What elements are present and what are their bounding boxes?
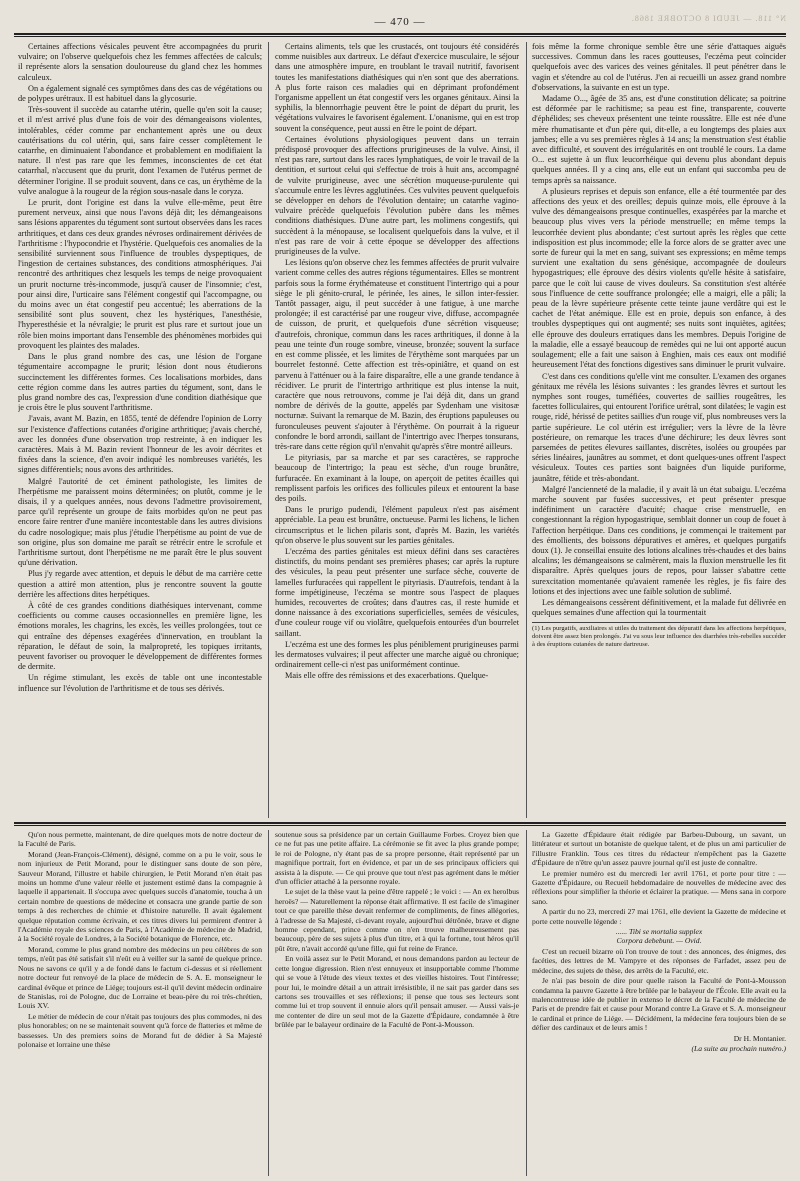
page-header — [14, 14, 786, 34]
paragraph: En voilà assez sur le Petit Morand, et nous demandons pardon au lecteur de cette longue digression. Rien n'est ennuyeux et insupportable comme l'homme qui se voue à l'étude des vieux textes et des vieilles histoires. Tout l'intéresse; pour lui, le moindre détail a un attrait irrésistible, il ne sait pas garder dans ses cartons ses trouvailles et ses réflexions; il pense que tous ses lecteurs sont comme lui et trop souvent il ennuie alors qu'il pensait amuser. — Aussi vais-je me contenter de dire un seul mot de la Gazette d'Épidaure, condamnée à être brûlée par le balayeur ordinaire de la Faculté de Pont-à-Mousson. — [275, 954, 519, 1030]
paragraph: Les démangeaisons cessèrent définitivement, et la malade fut délivrée en quelques semaines d'une affection qui la tourmentait — [532, 597, 786, 618]
paragraph: Un régime stimulant, les excès de table ont une incontestable influence sur l'évolution de l'arthritisme et de tous ses dérivés. — [18, 673, 262, 693]
paragraph: Malgré l'autorité de cet éminent pathologiste, les limites de l'herpétisme me paraissent moins déterminées; on plutôt, comme je le disais, il y a quelques années, nous devons l'admettre provisoirement, parce qu'il représente un groupe de faits morbides qu'on ne peut pas encore faire rentrer d'une manière incontestable dans les autres divisions du cadre nosologique; mais plus j'étudie l'herpétisme au point de vue de son origine, plus son domaine me paraît se rétrécir entre le scrofule et l'arthritisme surtout, dont l'herpétisme ne me paraît être le plus souvent qu'une dérivation. — [18, 476, 262, 568]
header-rule — [14, 33, 786, 35]
article-column-2 — [275, 42, 519, 818]
paragraph: Madame O..., âgée de 35 ans, est d'une constitution délicate; sa poitrine est déformée par le rachitisme; sa peau est fine, transparente, couverte d'éphélides; ses cheveux présentent une teinte roussâtre. Elle est née d'une mère rhumatisante et d'un père qui, dit-elle, a eu longtemps des plaies aux jambes; elle a vu ses premières règles à 14 ans; la menstruation s'est établie avec difficulté, et souvent des irrégularités en ont troublé le cours. La dame O... est sujette à un flux leucorrhéique qui devenu plus abondant depuis quelques années. Il y a cinq ans, elle eut un enfant qui succomba peu de temps après sa naissance. — [532, 94, 786, 185]
paragraph: Mais elle offre des rémissions et des exacerbations. Quelque- — [285, 671, 489, 681]
verse-quotation: ...... Tibi se mortalia supplex Corpora debebunt. — Ovid. — [615, 927, 703, 946]
paragraph: Malgré l'ancienneté de la maladie, il y avait là un état subaigu. L'eczéma marche souvent par fusées successives, et peut présenter presque indéfiniment un caractère d'acuité; chaque crise menstruelle, en congestionnant la région hypogastrique, semblait donner un coup de fouet à l'affection herpétique. Dans ces conditions, je commençai le traitement par des émollients, des boissons dépuratives et amères, et quelques purgatifs doux (1). Je conseillai ensuite des lotions alcalines très-chaudes et des bains alcalins; les démangeaisons se calmèrent, mais la fluxion menstruelle les fit disparaître. Après quelques jours de repos, pour laisser s'abattre cette surexcitation momentanée qu'avaient ramenée les règles, je fis faire des lotions et des injections avec une faible solution de sublimé. — [532, 484, 786, 596]
paragraph: L'eczéma est une des formes les plus péniblement prurigineuses parmi les dermatoses vulvaires; il peut affecter une marche aiguë ou chronique; ordinairement celle-ci n'est pas uniformément continue. — [275, 639, 519, 670]
paragraph: fois même la forme chronique semble être une série d'attaques aiguës successives. Commun dans les races goutteuses, l'eczéma peut coïncider quelquefois avec des varices des veines génitales. Il peut pénétrer dans le vagin et s'étendre au col de l'utérus. J'en ai recueilli un assez grand nombre d'observations, la suivante en est un type. — [532, 42, 786, 92]
column-separator — [268, 42, 269, 818]
column-separator — [268, 830, 269, 1176]
paragraph: C'est un recueil bizarre où l'on trouve de tout : des annonces, des énigmes, des facéties, des lettres de M. Vampyre et des réponses de Farfadet, assez peu de médecine, des sujets de thèse, des arrêts de la Faculté, etc. — [532, 946, 786, 975]
footnote: (1) Les purgatifs, auxiliaires si utiles du traitement des dépuratif dans les affections herpétiques, doivent être assez bien prolongés. J'ai vu sous leur influence des diarrhées très-rebelles succéder à des éruptions cutanées de nature dartreuse. — [532, 622, 786, 649]
paragraph: Qu'on nous permette, maintenant, de dire quelques mots de notre docteur de la Faculté de Paris. — [18, 830, 262, 849]
header-rule-thin — [14, 36, 786, 37]
paragraph: L'eczéma des parties génitales est mieux défini dans ses caractères distinctifs, du moins pendant ses premières phases; car après la rupture des vésicules, la peau peut présenter une surface sèche, couverte de lamelles furfuracées qui rappellent le pityriasis. D'autrefois, tendant à la forme impétigineuse, l'eczéma se montre sous l'aspect de plaques humides, recouvertes de croûtes; dans d'autres cas, il reste humide et donne naissance à des excoriations superficielles, semées de vésicules, d'une couleur rouge vif ou violâtre, quelquefois entourées d'un bourrelet saillant. — [275, 546, 519, 638]
feuilleton-rule — [14, 822, 786, 824]
feuilleton-column-2 — [275, 830, 519, 1176]
paragraph: Certaines affections vésicales peuvent être accompagnées du prurit vulvaire; on l'observe quelquefois chez les femmes affectées de calculs; il représente alors la sensation douloureuse du gland chez les hommes calculeux. — [18, 42, 262, 82]
paragraph: Morand, comme le plus grand nombre des médecins un peu célèbres de son temps, n'eût pas été satisfait s'il n'eût eu à veiller sur la santé de quelque prince. Nous ne savons ce qu'il y a de fondé dans le factum ci-dessus et si réellement notre docteur fut renvoyé de la place de médecin de S. A. E. monseigneur le cardinal évêque et prince de Liége; toujours est-il qu'il devint médecin ordinaire de Stanislas, roi de Pologne, duc de Lorraine et beau-père du roi très-chrétien, Louis XV. — [18, 944, 262, 1011]
paragraph: J'avais, avant M. Bazin, en 1855, tenté de défendre l'opinion de Lorry sur l'existence d'affections cutanées d'origine arthritique; j'avais cherché, avec les données d'une observation trop restreinte, à en indiquer les caractères. Mais à M. Bazin revient l'honneur de les avoir décrites et fixées dans la science, d'en avoir indiqué les nombreuses variétés, les signes différentiels; nous avons des arthritides. — [18, 414, 262, 475]
article-column-3 — [532, 42, 786, 818]
paragraph: Dans le prurigo pudendi, l'élément papuleux n'est pas aisément appréciable. La peau est brunâtre, onctueuse. Parmi les lichens, le lichen circumscriptus et le lichen pilaris sont, d'après M. Bazin, les variétés qu'on observe le plus souvent sur les parties génitales. — [275, 505, 519, 545]
paragraph: On a également signalé ces symptômes dans des cas de végétations ou de polypes urétraux. Il est habituel dans la glycosurie. — [18, 83, 262, 104]
paragraph: À côté de ces grandes conditions diathésiques intervenant, comme coefficients ou comme causes occasionnelles en première ligne, les émotions morales, les chagrins, les excès, les veilles prolongées, tout ce qui entraîne des dépenses exagérées d'innervation, en troublant la réparation, le défaut de soin, la malpropreté, les topiques irritants, peuvent favoriser ou provoquer le développement de différentes formes de dermite. — [18, 600, 262, 672]
paragraph: Le pityriasis, par sa marche et par ses caractères, se rapproche beaucoup de l'intertrigo; la peau est sèche, d'un rouge brunâtre, furfuracée. En examinant à la loupe, on aperçoit de petites écailles qui remplissent parfois les orifices des follicules pileux et entourent la base des poils. — [275, 453, 519, 503]
paragraph: A partir du no 23, mercredi 27 mai 1761, elle devient la Gazette de médecine et porte cette nouvelle légende : — [532, 907, 786, 926]
column-separator — [526, 830, 527, 1176]
paragraph: Certaines évolutions physiologiques peuvent dans un terrain prédisposé provoquer des affections prurigineuses de la vulve. Ainsi, il n'est pas rare, surtout dans les races lymphatiques, de voir le travail de la dentition, et surtout celui qui s'effectue de trois à huit ans, accompagné de vulvite prurigineuse, avec une sécrétion muqueuse-purulente qui s'accumule entre les lèvres agglutinées. Ces vulvites peuvent quelquefois se développer en dehors de l'évolution dentaire; un catarrhe vagino-vulvaire précède quelquefois l'évolution pubère dans les mêmes conditions diathésiques. D'une autre part, les molimens congestifs, qui succèdent à la ménopause, se localisent quelquefois dans la vulve, et il n'est pas rare de voir à cette époque se développer des affections prurigineuses de la vulve. — [275, 134, 519, 257]
paragraph: A plusieurs reprises et depuis son enfance, elle a été tourmentée par des affections des yeux et des oreilles; depuis quinze mois, elle éprouve à la vulve des démangeaisons presque continuelles, exaspérées par la marche et beaucoup plus vives vers la période menstruelle; en même temps la leucorrhée devient plus abondante; c'est surtout après les règles que cette indisposition est plus incommode; elle la force alors de se gratter avec une sorte de fureur qui la met en sang, suivant ses expressions; en même temps survient une exaltation du sens génésique, accompagnée de douleurs hypogastriques; elle éprouve des désirs violents qu'elle hésite à satisfaire, parce que le coït lui cause de vives douleurs. Sa constitution s'est altérée sous l'influence de cette souffrance prolongée; elle a maigri, elle a pâli; la peau de la lèvre supérieure présente cette teinte jaune verdâtre qui est le cachet de l'état anémique. Elle est en proie, depuis son enfance, à des troubles dyspeptiques qui ont augmenté; ses nuits sont inquiètes, agitées; elle éprouve des douleurs erratiques dans les membres. Depuis l'origine de la maladie, elle a essayé beaucoup de remèdes qui ne lui ont apporté aucun soulagement; elle a fait une saison à Enghien, mais ces eaux ont modifié heureusement l'état des fonctions digestives sans diminuer le prurit vulvaire. — [532, 186, 786, 370]
paragraph: Le métier de médecin de cour n'était pas toujours des plus commodes, ni des plus honorables; on ne se maintenait souvent qu'à force de flatteries et même de bassesses. Un des premiers soins de Morand fut de dédier à Sa Majesté polonaise et lorraine une thèse — [18, 1011, 262, 1049]
paragraph: Morand (Jean-François-Clément), désigné, comme on a pu le voir, sous le nom injurieux de Petit Morand, pour le distinguer sans doute de son père, Sauveur Morand, l'illustre et habile chirurgien, le Petit Morand n'en était pas moins un homme d'une valeur réelle et justement estimé dans la compagnie à laquelle il appartenait. Il s'occupa avec quelques succès d'anatomie, toucha à un certain nombre de questions de médecine et consacra une grande partie de son temps à des recherches de chimie et d'histoire naturelle. Il avait également quelque réputation comme écrivain, et ces titres divers lui permirent d'entrer à l'Académie royale des sciences de Paris, à l'Académie de médecine de Madrid, à la Société royale de Londres, à la Société botanique de Florence, etc. — [18, 849, 262, 944]
column-separator — [526, 42, 527, 818]
article-column-1 — [18, 42, 262, 818]
page-number: — 470 — — [374, 16, 426, 28]
paragraph: La Gazette d'Épidaure était rédigée par Barbeu-Dubourg, un savant, un littérateur et surtout un botaniste de quelque talent, et de plus un ami particulier de l'illustre Franklin. Tous ces titres du rédacteur n'empêchent pas la Gazette d'Épidaure de n'être qu'un assez pauvre journal qu'il est juste de connaître. — [532, 830, 786, 868]
paragraph: Le sujet de la thèse vaut la peine d'être rappelé ; le voici : — An ex herolbus heroës? — Naturellement la réponse était affirmative. Il est facile de s'imaginer tout ce que pareille thèse devait renfermer de compliments, de fines allégories, à l'adresse de Sa Majesté, ci-devant royale, aujourd'hui détrônée, brave et digne homme cependant, prince comme on n'en trouve malheureusement pas beaucoup, père de ses sujets à plus d'un titre, et à qui la fortune, tout héros qu'il pût être, n'avait accordé qu'une fille, qui fut reine de France. — [275, 887, 519, 953]
feuilleton-rule-thin — [14, 825, 786, 826]
paragraph: Le premier numéro est du mercredi 1er avril 1761, et porte pour titre : — Gazette d'Épidaure, ou Recueil hebdomadaire de nouvelles de médecine avec des réflexions pour simplifier la théorie et éclairer la pratique. — Mens sana in corpore sano. — [532, 868, 786, 906]
paragraph: Certains aliments, tels que les crustacés, ont toujours été considérés comme nuisibles aux dartreux. Le défaut d'exercice musculaire, le séjour dans une atmosphère impure, en troublant le travail nutritif, favorisent toutes les manifestations diathésiques qui n'en sont que des aberrations. A plus forte raison ces maladies qui en déprimant profondément l'organisme appellent un état congestif vers les organes génitaux. Ainsi la syphilis, la blennorrhagie peuvent être le point de départ du prurit, les végétations vulvaires le favorisent également. L'onanisme, qui en est trop souvent la conséquence, peut aussi en être le point de départ. — [275, 42, 519, 133]
paragraph: C'est dans ces conditions qu'elle vint me consulter. L'examen des organes génitaux me révéla les lésions suivantes : les grandes lèvres et surtout les nymphes sont rouges, tuméfiées, couvertes de saillies rougeâtres, les facettes folliculaires, qui entourent l'orifice urétral, sont dilatées; le vagin est rouge, ridé, hérissé de petites saillies d'un rouge vif, plus nombreuses vers la partie supérieure. Le col utérin est irrégulier; vers la lèvre de la lèvre postérieure, on remarque les traces d'une déchirure; les deux lèvres sont parsemées de petites élevures saillantes, discrètes, isolées ou groupées par séries linéaires, jaunâtres au sommet, et dont quelques-unes offrent l'aspect vésiculeux. Toutes ces parties sont baignées d'un liquide puriforme, jaunâtre, fétide et très-abondant. — [532, 371, 786, 483]
feuilleton-column-1 — [18, 830, 262, 1176]
mirrored-show-through-header: N° 118. — JEUDI 8 OCTOBRE 1868. — [630, 14, 786, 23]
paragraph: Dans le plus grand nombre des cas, une lésion de l'organe tégumentaire accompagne le prurit; lésion dont nous étudierons succinctement les différentes formes. Ces localisations morbides, dans cette région comme dans les autres parties du tégument, sont, dans le plus grand nombre des cas, l'expression d'une condition diathésique que je crois être le plus souvent l'arthritisme. — [18, 352, 262, 413]
paragraph: Le prurit, dont l'origine est dans la vulve elle-même, peut être purement nerveux, ainsi que nous l'avons déjà dit; les démangeaisons sans lésions apparentes du tégument sont surtout observées dans les races arthritiques, et dans ces deux grandes névroses ordinairement dérivées de l'arthritisme : l'hypocondrie et l'hystérie. Quelquefois ces anomalies de la sensibilité surviennent sous l'influence de troubles dyspeptiques, de l'ingestion de certaines substances, des conditions atmosphériques. J'ai rencontré des arthritiques chez lesquels les temps de neige provoquaient un prurit nocturne très-incommode, jusqu'à causer de l'insomnie; c'est, pour ainsi dire, l'urticaire sans l'élément congestif qui l'accompagne, ou du moins avec un état congestif peu accentué; les aberrations de la sensibilité sont plus souvent, chez les hystériques, l'anesthésie, l'hyperesthésie et la névralgie; le prurit est plus rare et surtout joue un rôle bien moins important dans l'ensemble des phénomènes morbides qui provoquent les plaintes des malades. — [18, 198, 262, 350]
paragraph: Je n'ai pas besoin de dire pour quelle raison la Faculté de Pont-à-Mousson condamna la pauvre Gazette à être brûlée par le balayeur de l'École. Elle avait eu la malencontreuse idée de publier in extenso le décret de la Faculté de médecine de Paris et de prendre fait et cause pour Morand contre La Grave et S. A. monseigneur le cardinal et prince de Liége. — Décidément, la médecine fera toujours bien de se défier des cardinaux et de leurs amis ! — [532, 976, 786, 1033]
author-signature: Dr H. Montanier. — [733, 1033, 786, 1043]
paragraph: soutenue sous sa présidence par un certain Guillaume Forbes. Croyez bien que ce ne fut pas une petite affaire. La cérémonie se fit avec la plus grande pompe; le roi de Pologne, n'y étant pas de sa propre personne, était représenté par un magnifique portrait, fort en évidence, et par un de ses principaux officiers qui assista à la dispute. — Ce qui prouve que tout n'est pas agrément dans le métier d'un officier attaché à la personne royale. — [275, 830, 519, 887]
feuilleton-column-3 — [532, 830, 786, 1176]
paragraph: Plus j'y regarde avec attention, et depuis le début de ma carrière cette question a attiré mon attention, plus je rencontre souvent la goutte derrière les affections dites herpétiques. — [18, 569, 262, 599]
paragraph: Très-souvent il succède au catarrhe utérin, quelle qu'en soit la cause; et il m'est arrivé plus d'une fois de voir des démangeaisons violentes, intolérables, céder comme par enchantement après une ou deux cautérisations du col utérin, qui, sans faire cesser complètement le catarrhe, en diminuaient l'abondance et probablement en modifiaient la nature. Il n'est pas rare que les femmes, inconscientes de cet état catarrhal, n'accusent que du prurit, dont l'examen de l'utérus permet de déterminer l'origine. Il se produit souvent, dans ce cas, un érythème de la vulve analogue à la rougeur de la région sous-nasale dans le coryza. — [18, 105, 262, 196]
continuation-note: (La suite au prochain numéro.) — [691, 1043, 786, 1053]
paragraph: Les lésions qu'on observe chez les femmes affectées de prurit vulvaire varient comme celles des autres régions tégumentaires. Elles se montrent parfois sous la forme érythémateuse et constituent l'intertrigo qui a pour siège le pli génito-crural, le périnée, les aines, le sillon inter-fessier. Tantôt passager, aigu, il peut succéder à une fatigue, à une marche prolongée; il est caractérisé par une rougeur vive, diffuse, accompagnée de cuisson, de prurit, et quelquefois d'une sécrétion visqueuse; d'autrefois, chronique, commun dans les races arthritiques, il donne à la peau une teinte d'un rouge sombre, vineuse, bronzée; souvent la surface en est comme plissée, et les limites de l'érythème sont marquées par un bourrelet festonné. Cette affection est très-opiniâtre, et quand on est parvenu à l'atténuer ou à la faire disparaître, elle a une grande tendance à récidiver. Le prurit de l'intertrigo arthritique est plus intense la nuit, caractère que nous retrouvons, comme je l'ai déjà dit, dans un grand nombre de dérivés de la goutte, appelés par Sydenham une visitosæ nocturnæ. Suivant la remarque de M. Bazin, des éruptions papuleuses ou furonculeuses peuvent s'ajouter à l'érythème. On pourrait à la rigueur confondre le bord arrondi, saillant de l'intertrigo avec l'herpes tonsurans, très-rare dans cette région qu'il n'envahit qu'après s'être montré ailleurs. — [275, 258, 519, 451]
